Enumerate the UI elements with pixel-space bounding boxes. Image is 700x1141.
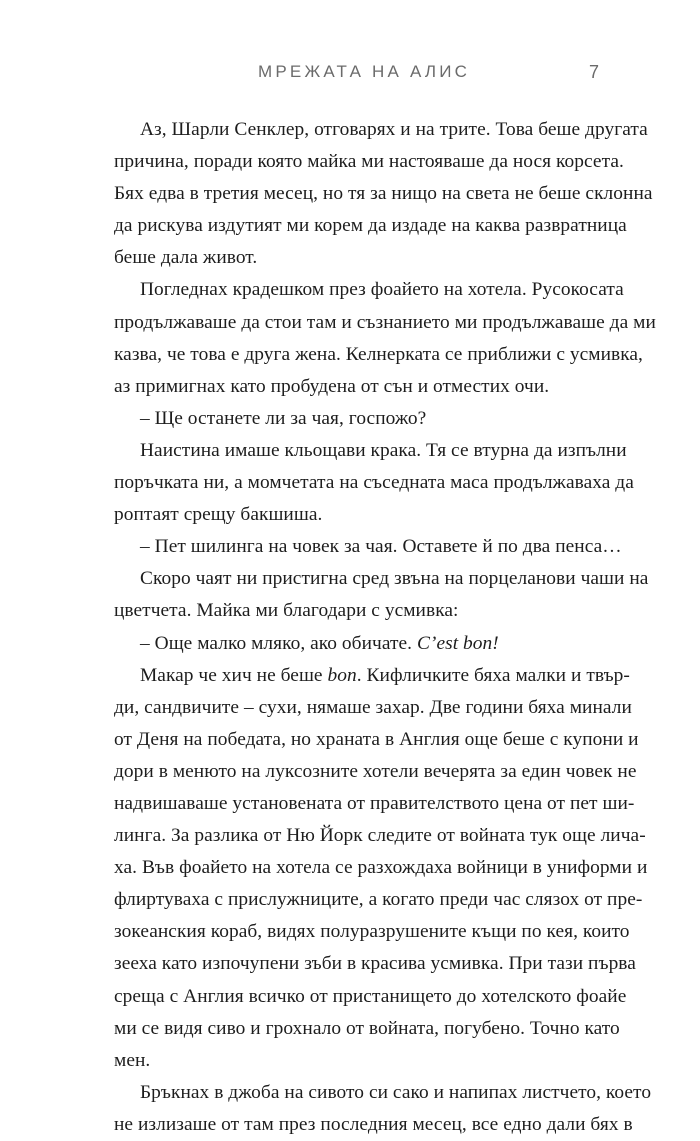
book-title: МРЕЖАТА НА АЛИС — [258, 62, 471, 81]
text-line: линга. За разлика от Ню Йорк следите от войната тук още лича- — [114, 825, 646, 847]
running-head — [114, 62, 599, 88]
dialogue-line — [114, 628, 600, 660]
text-line: Бях едва в третия месец, но тя за нищо на света не беше склонна — [114, 183, 653, 205]
dialogue-line: – Пет шилинга на човек за чая. Оставете й по два пенса… — [140, 536, 622, 558]
text-line: поръчката ни, а момчетата на съседната маса продължаваха да — [114, 472, 634, 494]
text-line: Скоро чаят ни пристигна сред звъна на порцеланови чаши на — [140, 568, 649, 590]
line-text: . Кифличките бяха малки и твър- — [356, 664, 630, 686]
text-line: цветчета. Майка ми благодари с усмивка: — [114, 600, 459, 622]
text-line: зееха като изпочупени зъби в красива усмивка. При тази първа — [114, 953, 636, 975]
text-line: ди, сандвичите – сухи, нямаше захар. Две години бяха минали — [114, 696, 632, 718]
text-line: Аз, Шарли Сенклер, отговарях и на трите. Това беше другата — [140, 119, 648, 140]
text-line — [114, 660, 630, 692]
text-line: не излизаше от там през последния месец, все едно дали бях в — [114, 1113, 633, 1135]
text-line: казва, че това е друга жена. Келнерката се приближи с усмивка, — [114, 343, 643, 365]
dialogue-line: – Ще останете ли за чая, госпожо? — [140, 407, 427, 429]
italic-phrase: C’est bon! — [416, 632, 499, 654]
line-text: Макар че хич не беше — [140, 664, 328, 686]
page-number: 7 — [588, 62, 599, 82]
body-text — [114, 114, 656, 1141]
text-line: беше дала живот. — [114, 247, 258, 269]
text-line: мен. — [114, 1049, 151, 1071]
text-line: Погледнах крадешком през фоайето на хотела. Русокосата — [140, 279, 624, 301]
italic-word: bon — [327, 664, 357, 686]
text-line: дори в менюто на луксозните хотели вечерята за един човек не — [114, 760, 637, 782]
text-line: зокеанския кораб, видях полуразрушените къщи по кея, които — [114, 921, 630, 943]
text-line: ха. Във фоайето на хотела се разхождаха войници в униформи и — [114, 857, 648, 879]
text-line: среща с Англия всичко от пристанището до хотелското фоайе — [114, 985, 627, 1007]
text-line: да рискува издутият ми корем да издаде на каква развратница — [114, 215, 627, 237]
text-line: Наистина имаше кльощави крака. Тя се втурна да изпълни — [140, 439, 627, 461]
text-line: от Деня на победата, но храната в Англия още беше с купони и — [114, 728, 639, 750]
text-line: причина, поради която майка ми настояваше да нося корсета. — [114, 151, 624, 173]
text-line: продължаваше да стои там и съзнанието ми продължаваше да ми — [114, 311, 656, 333]
text-line: флиртуваха с прислужниците, а когато преди час слязох от пре- — [114, 889, 643, 911]
text-line: роптаят срещу бакшиша. — [114, 504, 323, 526]
text-line: надвишаваше установената от правителството цена от пет ши- — [114, 792, 635, 814]
dialogue-text: – Още малко мляко, ако обичате. — [140, 632, 417, 654]
text-line: аз примигнах като пробудена от сън и отместих очи. — [114, 375, 550, 397]
text-line: ми се видя сиво и грохнало от войната, погубено. Точно като — [114, 1017, 620, 1039]
text-line: Бръкнах в джоба на сивото си сако и напипах листчето, което — [140, 1081, 652, 1103]
